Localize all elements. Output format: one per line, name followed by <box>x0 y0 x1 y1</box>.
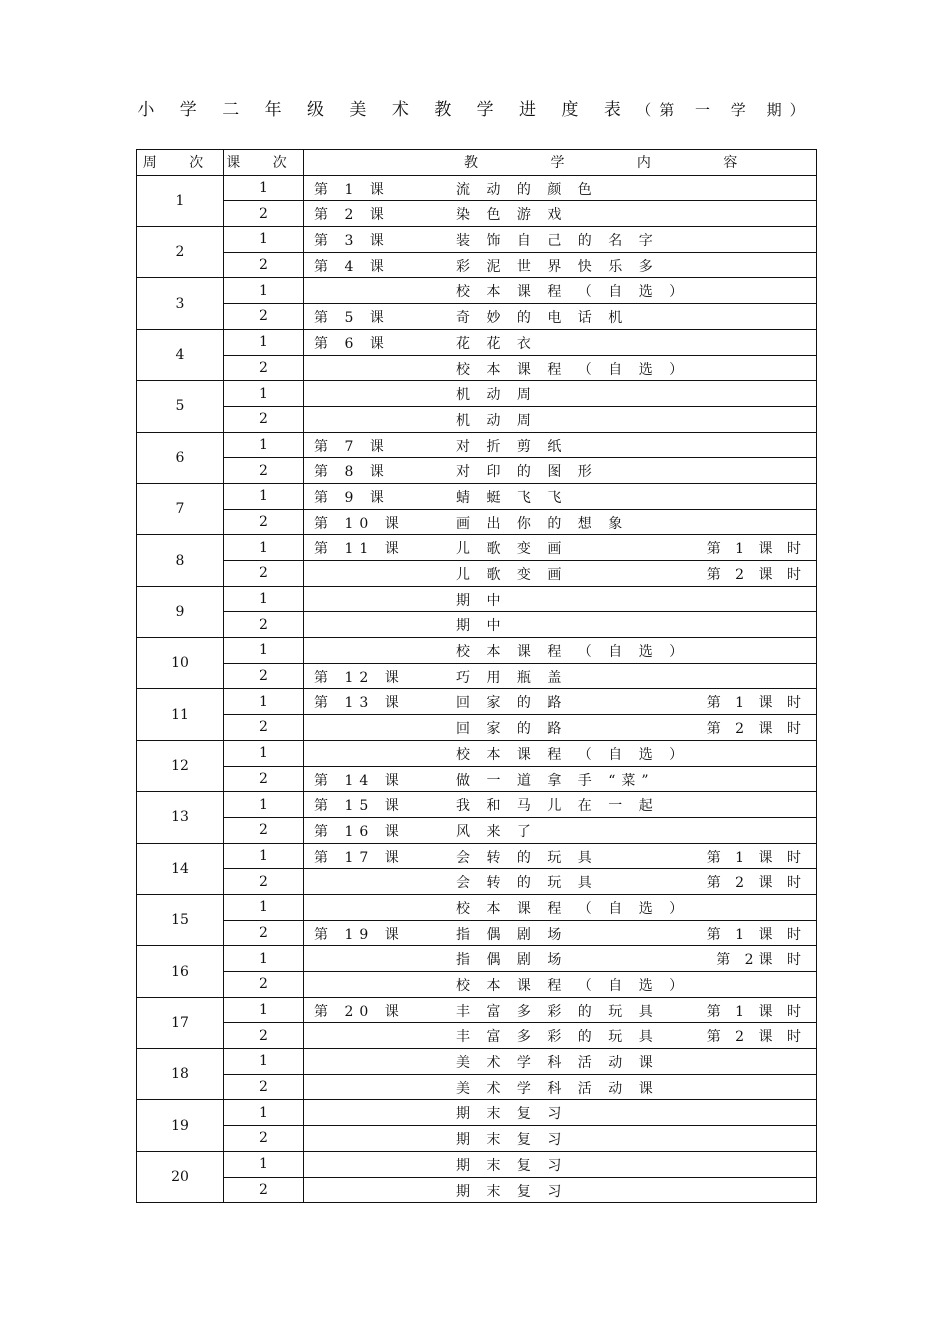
week-number: 12 <box>137 740 224 791</box>
table-row <box>137 381 817 407</box>
lesson-content <box>304 894 817 920</box>
table-row <box>137 483 817 509</box>
table-row <box>137 201 817 227</box>
lesson-topic: 对 折 剪 纸 <box>456 438 568 455</box>
class-period-note: 第 2 课 时 <box>706 567 806 583</box>
table-row <box>137 766 817 792</box>
table-row <box>137 715 817 741</box>
class-period-note: 第 1 课 时 <box>706 1003 806 1020</box>
lesson-content <box>304 946 817 972</box>
lesson-content <box>304 817 817 843</box>
table-row <box>137 1049 817 1075</box>
lesson-label: 第 14 课 <box>314 772 405 789</box>
lesson-topic: 期 末 复 习 <box>456 1106 568 1123</box>
table-row <box>137 355 817 381</box>
lesson-topic: 机 动 周 <box>456 412 537 429</box>
table-row <box>137 1023 817 1049</box>
lesson-topic: 美 术 学 科 活 动 课 <box>456 1055 659 1072</box>
lesson-content <box>304 997 817 1023</box>
week-number: 8 <box>137 535 224 586</box>
class-period-note: 第 1 课 时 <box>706 926 806 943</box>
lesson-topic: 指 偶 剧 场 <box>456 952 568 969</box>
lesson-content <box>304 406 817 432</box>
lesson-content <box>304 175 817 201</box>
lesson-number: 2 <box>224 406 304 432</box>
week-number: 17 <box>137 997 224 1048</box>
lesson-content <box>304 1074 817 1100</box>
week-number: 2 <box>137 227 224 278</box>
lesson-label: 第 13 课 <box>314 695 405 712</box>
lesson-topic: 风 来 了 <box>456 823 537 840</box>
lesson-topic: 校 本 课 程 （ 自 选 ） <box>456 644 690 661</box>
lesson-content <box>304 1151 817 1177</box>
table-row <box>137 432 817 458</box>
lesson-topic: 美 术 学 科 活 动 课 <box>456 1080 659 1097</box>
lesson-topic: 回 家 的 路 <box>456 695 568 712</box>
table-row <box>137 561 817 587</box>
lesson-number: 1 <box>224 946 304 972</box>
lesson-label: 第 19 课 <box>314 926 405 943</box>
table-row <box>137 509 817 535</box>
lesson-content <box>304 561 817 587</box>
lesson-topic: 期 末 复 习 <box>456 1157 568 1174</box>
lesson-content <box>304 663 817 689</box>
week-number: 10 <box>137 638 224 689</box>
table-row <box>137 997 817 1023</box>
lesson-content <box>304 715 817 741</box>
lesson-content <box>304 740 817 766</box>
week-number: 1 <box>137 175 224 226</box>
lesson-number: 1 <box>224 843 304 869</box>
header-lesson: 课 次 <box>224 150 304 176</box>
lesson-number: 2 <box>224 1126 304 1152</box>
lesson-label: 第 17 课 <box>314 849 405 866</box>
lesson-topic: 校 本 课 程 （ 自 选 ） <box>456 978 690 994</box>
table-row <box>137 304 817 330</box>
lesson-content <box>304 1049 817 1075</box>
lesson-topic: 我 和 马 儿 在 一 起 <box>456 798 659 815</box>
lesson-topic: 丰 富 多 彩 的 玩 具 <box>456 1029 659 1046</box>
lesson-topic: 校 本 课 程 （ 自 选 ） <box>456 284 690 301</box>
lesson-number: 2 <box>224 1074 304 1100</box>
lesson-number: 1 <box>224 1100 304 1126</box>
lesson-label: 第 11 课 <box>314 541 405 558</box>
lesson-number: 1 <box>224 432 304 458</box>
table-row <box>137 972 817 998</box>
class-period-note: 第 2 课 时 <box>706 875 806 892</box>
lesson-content <box>304 381 817 407</box>
lesson-topic: 装 饰 自 己 的 名 字 <box>456 233 659 250</box>
lesson-number: 1 <box>224 792 304 818</box>
lesson-number: 2 <box>224 869 304 895</box>
lesson-number: 2 <box>224 972 304 998</box>
lesson-content <box>304 586 817 612</box>
lesson-number: 1 <box>224 586 304 612</box>
lesson-label: 第 7 课 <box>314 438 390 455</box>
table-row <box>137 278 817 304</box>
lesson-topic: 丰 富 多 彩 的 玩 具 <box>456 1003 659 1020</box>
lesson-label: 第 20 课 <box>314 1003 405 1020</box>
class-period-note: 第 2 课 时 <box>706 1029 806 1046</box>
lesson-topic: 花 花 衣 <box>456 335 537 352</box>
lesson-topic: 做 一 道 拿 手 “菜” <box>456 772 655 789</box>
week-number: 11 <box>137 689 224 740</box>
lesson-label: 第 9 课 <box>314 489 390 506</box>
lesson-topic: 期 中 <box>456 618 507 635</box>
lesson-number: 2 <box>224 304 304 330</box>
lesson-number: 2 <box>224 355 304 381</box>
table-row <box>137 638 817 664</box>
class-period-note: 第 2课 时 <box>716 952 806 969</box>
lesson-content <box>304 1177 817 1203</box>
class-period-note: 第 1 课 时 <box>706 695 806 712</box>
lesson-label: 第 4 课 <box>314 258 390 275</box>
week-number: 5 <box>137 381 224 432</box>
lesson-number: 2 <box>224 1177 304 1203</box>
lesson-number: 1 <box>224 381 304 407</box>
table-row <box>137 406 817 432</box>
lesson-topic: 流 动 的 颜 色 <box>456 181 598 198</box>
lesson-content <box>304 972 817 998</box>
lesson-content <box>304 201 817 227</box>
class-period-note: 第 1 课 时 <box>706 849 806 866</box>
lesson-number: 1 <box>224 483 304 509</box>
lesson-content <box>304 920 817 946</box>
lesson-label: 第 10 课 <box>314 515 405 532</box>
table-row <box>137 843 817 869</box>
lesson-label: 第 15 课 <box>314 798 405 815</box>
lesson-content <box>304 483 817 509</box>
document-title <box>0 98 950 122</box>
lesson-number: 1 <box>224 278 304 304</box>
week-number: 20 <box>137 1151 224 1202</box>
lesson-number: 1 <box>224 740 304 766</box>
lesson-content <box>304 689 817 715</box>
lesson-number: 2 <box>224 252 304 278</box>
table-row <box>137 535 817 561</box>
lesson-topic: 机 动 周 <box>456 387 537 404</box>
week-number: 16 <box>137 946 224 997</box>
lesson-content <box>304 766 817 792</box>
lesson-content <box>304 843 817 869</box>
lesson-number: 1 <box>224 535 304 561</box>
schedule-body <box>137 175 817 1203</box>
lesson-topic: 画 出 你 的 想 象 <box>456 515 629 532</box>
table-row <box>137 252 817 278</box>
week-number: 13 <box>137 792 224 843</box>
week-number: 9 <box>137 586 224 637</box>
header-content: 教 学 内 容 <box>304 150 817 176</box>
table-row <box>137 1151 817 1177</box>
lesson-topic: 染 色 游 戏 <box>456 207 568 224</box>
lesson-number: 1 <box>224 638 304 664</box>
lesson-topic: 回 家 的 路 <box>456 721 568 738</box>
table-row <box>137 792 817 818</box>
lesson-content <box>304 355 817 381</box>
lesson-number: 1 <box>224 997 304 1023</box>
lesson-topic: 对 印 的 图 形 <box>456 464 598 481</box>
week-number: 4 <box>137 329 224 380</box>
table-row <box>137 869 817 895</box>
lesson-content <box>304 535 817 561</box>
lesson-number: 2 <box>224 715 304 741</box>
lesson-content <box>304 1126 817 1152</box>
lesson-topic: 儿 歌 变 画 <box>456 541 568 558</box>
table-row <box>137 920 817 946</box>
week-number: 15 <box>137 894 224 945</box>
lesson-topic: 校 本 课 程 （ 自 选 ） <box>456 746 690 763</box>
lesson-content <box>304 1023 817 1049</box>
lesson-number: 2 <box>224 766 304 792</box>
lesson-topic: 会 转 的 玩 具 <box>456 875 598 892</box>
lesson-number: 2 <box>224 663 304 689</box>
table-row <box>137 1126 817 1152</box>
week-number: 3 <box>137 278 224 329</box>
lesson-topic: 儿 歌 变 画 <box>456 567 568 583</box>
table-row <box>137 612 817 638</box>
lesson-content <box>304 869 817 895</box>
lesson-content <box>304 252 817 278</box>
lesson-topic: 巧 用 瓶 盖 <box>456 669 568 686</box>
lesson-label: 第 5 课 <box>314 310 390 327</box>
lesson-label: 第 16 课 <box>314 823 405 840</box>
week-number: 14 <box>137 843 224 894</box>
lesson-topic: 校 本 课 程 （ 自 选 ） <box>456 361 690 378</box>
lesson-topic: 蜻 蜓 飞 飞 <box>456 489 568 506</box>
lesson-number: 1 <box>224 894 304 920</box>
lesson-number: 2 <box>224 458 304 484</box>
lesson-label: 第 1 课 <box>314 181 390 198</box>
header-week: 周 次 <box>137 150 224 176</box>
table-row <box>137 740 817 766</box>
lesson-topic: 期 末 复 习 <box>456 1132 568 1149</box>
lesson-topic: 期 中 <box>456 592 507 609</box>
lesson-content <box>304 227 817 253</box>
week-number: 18 <box>137 1049 224 1100</box>
lesson-label: 第 3 课 <box>314 233 390 250</box>
class-period-note: 第 1 课 时 <box>706 541 806 558</box>
lesson-number: 1 <box>224 689 304 715</box>
table-row <box>137 894 817 920</box>
lesson-number: 2 <box>224 920 304 946</box>
week-number: 7 <box>137 483 224 534</box>
lesson-number: 1 <box>224 329 304 355</box>
lesson-number: 2 <box>224 817 304 843</box>
lesson-label: 第 2 课 <box>314 207 390 224</box>
lesson-topic: 奇 妙 的 电 话 机 <box>456 310 629 327</box>
lesson-number: 1 <box>224 227 304 253</box>
schedule-table <box>136 149 817 1203</box>
table-row <box>137 1100 817 1126</box>
class-period-note: 第 2 课 时 <box>706 721 806 738</box>
lesson-content <box>304 329 817 355</box>
table-row <box>137 227 817 253</box>
table-row <box>137 663 817 689</box>
title-main: 小 学 二 年 级 美 术 教 学 进 度 表 <box>137 100 631 120</box>
table-row <box>137 329 817 355</box>
lesson-topic: 期 末 复 习 <box>456 1183 568 1200</box>
lesson-number: 2 <box>224 612 304 638</box>
table-row <box>137 689 817 715</box>
table-row <box>137 946 817 972</box>
header-row <box>137 150 817 176</box>
lesson-content <box>304 509 817 535</box>
lesson-content <box>304 792 817 818</box>
table-row <box>137 175 817 201</box>
lesson-content <box>304 1100 817 1126</box>
table-row <box>137 1177 817 1203</box>
lesson-content <box>304 278 817 304</box>
lesson-label: 第 8 课 <box>314 464 390 481</box>
week-number: 19 <box>137 1100 224 1151</box>
week-number: 6 <box>137 432 224 483</box>
lesson-content <box>304 612 817 638</box>
table-row <box>137 458 817 484</box>
lesson-content <box>304 458 817 484</box>
lesson-number: 1 <box>224 1049 304 1075</box>
lesson-content <box>304 304 817 330</box>
lesson-topic: 会 转 的 玩 具 <box>456 849 598 866</box>
lesson-label: 第 6 课 <box>314 335 390 352</box>
lesson-number: 2 <box>224 561 304 587</box>
lesson-topic: 校 本 课 程 （ 自 选 ） <box>456 900 690 917</box>
lesson-number: 1 <box>224 1151 304 1177</box>
title-subtitle: （第 一 学 期） <box>636 101 813 119</box>
table-row <box>137 817 817 843</box>
lesson-content <box>304 638 817 664</box>
lesson-topic: 指 偶 剧 场 <box>456 926 568 943</box>
lesson-number: 1 <box>224 175 304 201</box>
lesson-number: 2 <box>224 1023 304 1049</box>
table-row <box>137 1074 817 1100</box>
lesson-number: 2 <box>224 509 304 535</box>
lesson-topic: 彩 泥 世 界 快 乐 多 <box>456 258 659 275</box>
table-row <box>137 586 817 612</box>
lesson-content <box>304 432 817 458</box>
lesson-number: 2 <box>224 201 304 227</box>
lesson-label: 第 12 课 <box>314 669 405 686</box>
